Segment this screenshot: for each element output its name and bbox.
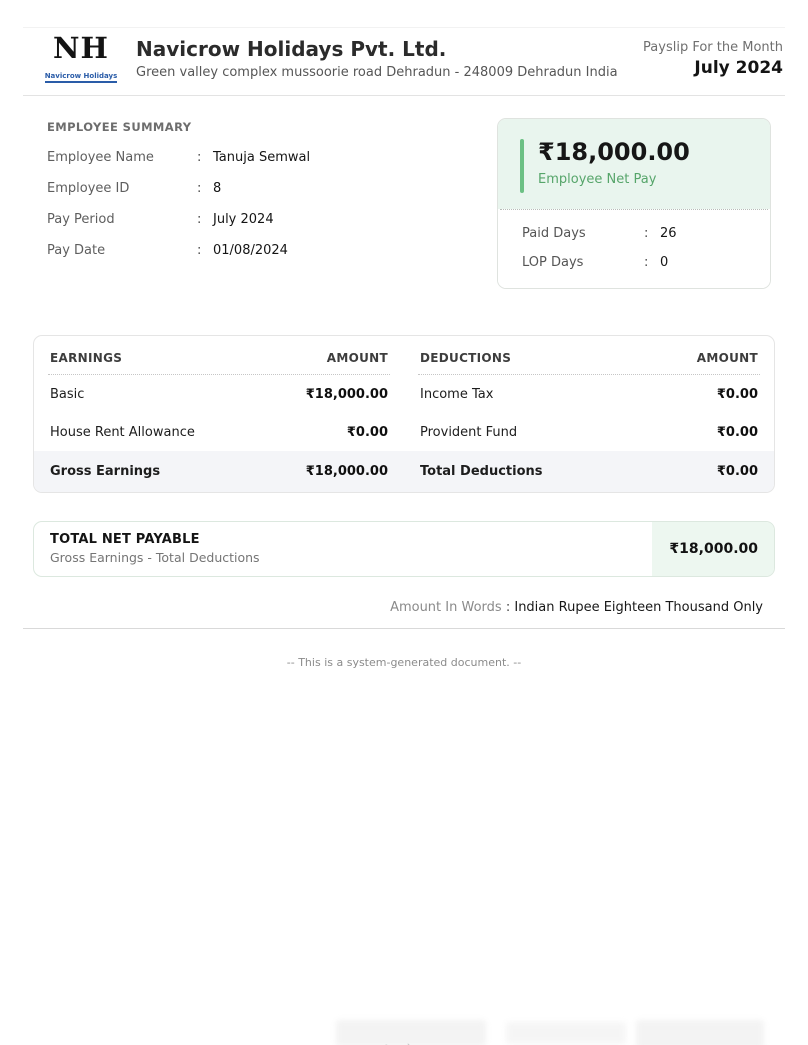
payslip-month-value: July 2024 — [694, 57, 783, 78]
company-name: Navicrow Holidays Pvt. Ltd. — [136, 37, 447, 61]
field-separator: : — [197, 150, 202, 165]
deduction-amount: ₹0.00 — [716, 425, 758, 440]
earnings-header — [34, 336, 404, 374]
total-net-payable-text — [34, 522, 652, 576]
total-label: Total Deductions — [420, 464, 543, 479]
table-row — [404, 413, 774, 451]
faded-smudge — [336, 1020, 486, 1045]
deductions-column — [404, 336, 774, 492]
summary-row-pay-date — [47, 243, 497, 258]
employee-summary — [47, 118, 497, 289]
lop-days-row — [522, 255, 750, 270]
earning-amount: ₹0.00 — [346, 425, 388, 440]
net-pay-days — [498, 210, 770, 288]
earnings-deductions-table — [33, 335, 775, 493]
amount-in-words-label: Amount In Words — [390, 600, 502, 615]
payslip-month-block — [643, 40, 783, 78]
total-amount: ₹18,000.00 — [305, 464, 388, 479]
company-logo — [40, 31, 122, 83]
system-generated-note: -- This is a system-generated document. -- — [286, 656, 522, 669]
amount-in-words-value: Indian Rupee Eighteen Thousand Only — [514, 600, 763, 615]
earning-name: House Rent Allowance — [50, 425, 195, 440]
field-separator: : — [197, 181, 202, 196]
table-row — [404, 375, 774, 413]
column-header: EARNINGS — [50, 351, 123, 365]
column-header: AMOUNT — [326, 351, 388, 365]
table-row — [34, 413, 404, 451]
net-pay-card — [497, 118, 771, 289]
earning-amount: ₹18,000.00 — [305, 387, 388, 402]
field-label: Pay Period — [47, 212, 115, 227]
field-label: Pay Date — [47, 243, 106, 258]
deduction-name: Income Tax — [420, 387, 494, 402]
net-pay-amount: ₹18,000.00 — [538, 138, 690, 166]
table-row — [34, 375, 404, 413]
payslip-document — [23, 27, 785, 669]
logo-subtext: Navicrow Holidays — [45, 72, 118, 83]
field-label: Employee Name — [47, 150, 154, 165]
total-net-payable-subtitle: Gross Earnings - Total Deductions — [50, 550, 260, 565]
divider — [23, 628, 785, 629]
payslip-header — [23, 27, 785, 96]
field-label: LOP Days — [522, 255, 584, 270]
logo-initials: NH — [53, 31, 109, 65]
field-separator: : — [644, 226, 649, 241]
faded-smudge — [506, 1022, 626, 1044]
company-address: Green valley complex mussoorie road Dehradun - 248009 Dehradun India — [136, 65, 618, 80]
employee-summary-title: EMPLOYEE SUMMARY — [47, 120, 192, 134]
summary-row-employee-id — [47, 181, 497, 196]
column-header: DEDUCTIONS — [420, 351, 512, 365]
paid-days-row — [522, 226, 750, 241]
gross-earnings-row — [34, 451, 404, 492]
deductions-header — [404, 336, 774, 374]
field-value: 8 — [213, 181, 222, 196]
company-info — [136, 37, 618, 80]
faded-smudge — [636, 1020, 764, 1045]
payslip-month-label: Payslip For the Month — [643, 39, 783, 55]
earning-name: Basic — [50, 387, 85, 402]
summary-section — [23, 118, 785, 289]
summary-row-pay-period — [47, 212, 497, 227]
field-value: 0 — [660, 255, 669, 270]
net-pay-highlight — [498, 119, 770, 209]
total-net-payable-amount: ₹18,000.00 — [652, 522, 774, 576]
field-separator: : — [197, 212, 202, 227]
deduction-name: Provident Fund — [420, 425, 518, 440]
net-pay-caption: Employee Net Pay — [538, 171, 657, 187]
earnings-column — [34, 336, 404, 492]
field-value: 01/08/2024 — [213, 243, 288, 258]
total-net-payable-title: TOTAL NET PAYABLE — [50, 532, 200, 547]
amount-in-words — [23, 600, 785, 615]
faint-scribble — [342, 1038, 472, 1045]
total-amount: ₹0.00 — [716, 464, 758, 479]
field-separator: : — [505, 600, 511, 615]
total-net-payable-card — [33, 521, 775, 577]
field-value: Tanuja Semwal — [213, 150, 311, 165]
total-label: Gross Earnings — [50, 464, 161, 479]
field-separator: : — [197, 243, 202, 258]
field-value: July 2024 — [213, 212, 274, 227]
total-deductions-row — [404, 451, 774, 492]
field-label: Employee ID — [47, 181, 130, 196]
green-accent-bar — [520, 139, 524, 193]
field-separator: : — [644, 255, 649, 270]
deduction-amount: ₹0.00 — [716, 387, 758, 402]
field-value: 26 — [660, 226, 677, 241]
column-header: AMOUNT — [696, 351, 758, 365]
summary-row-employee-name — [47, 150, 497, 165]
field-label: Paid Days — [522, 226, 586, 241]
scan-artifact — [336, 1020, 764, 1045]
